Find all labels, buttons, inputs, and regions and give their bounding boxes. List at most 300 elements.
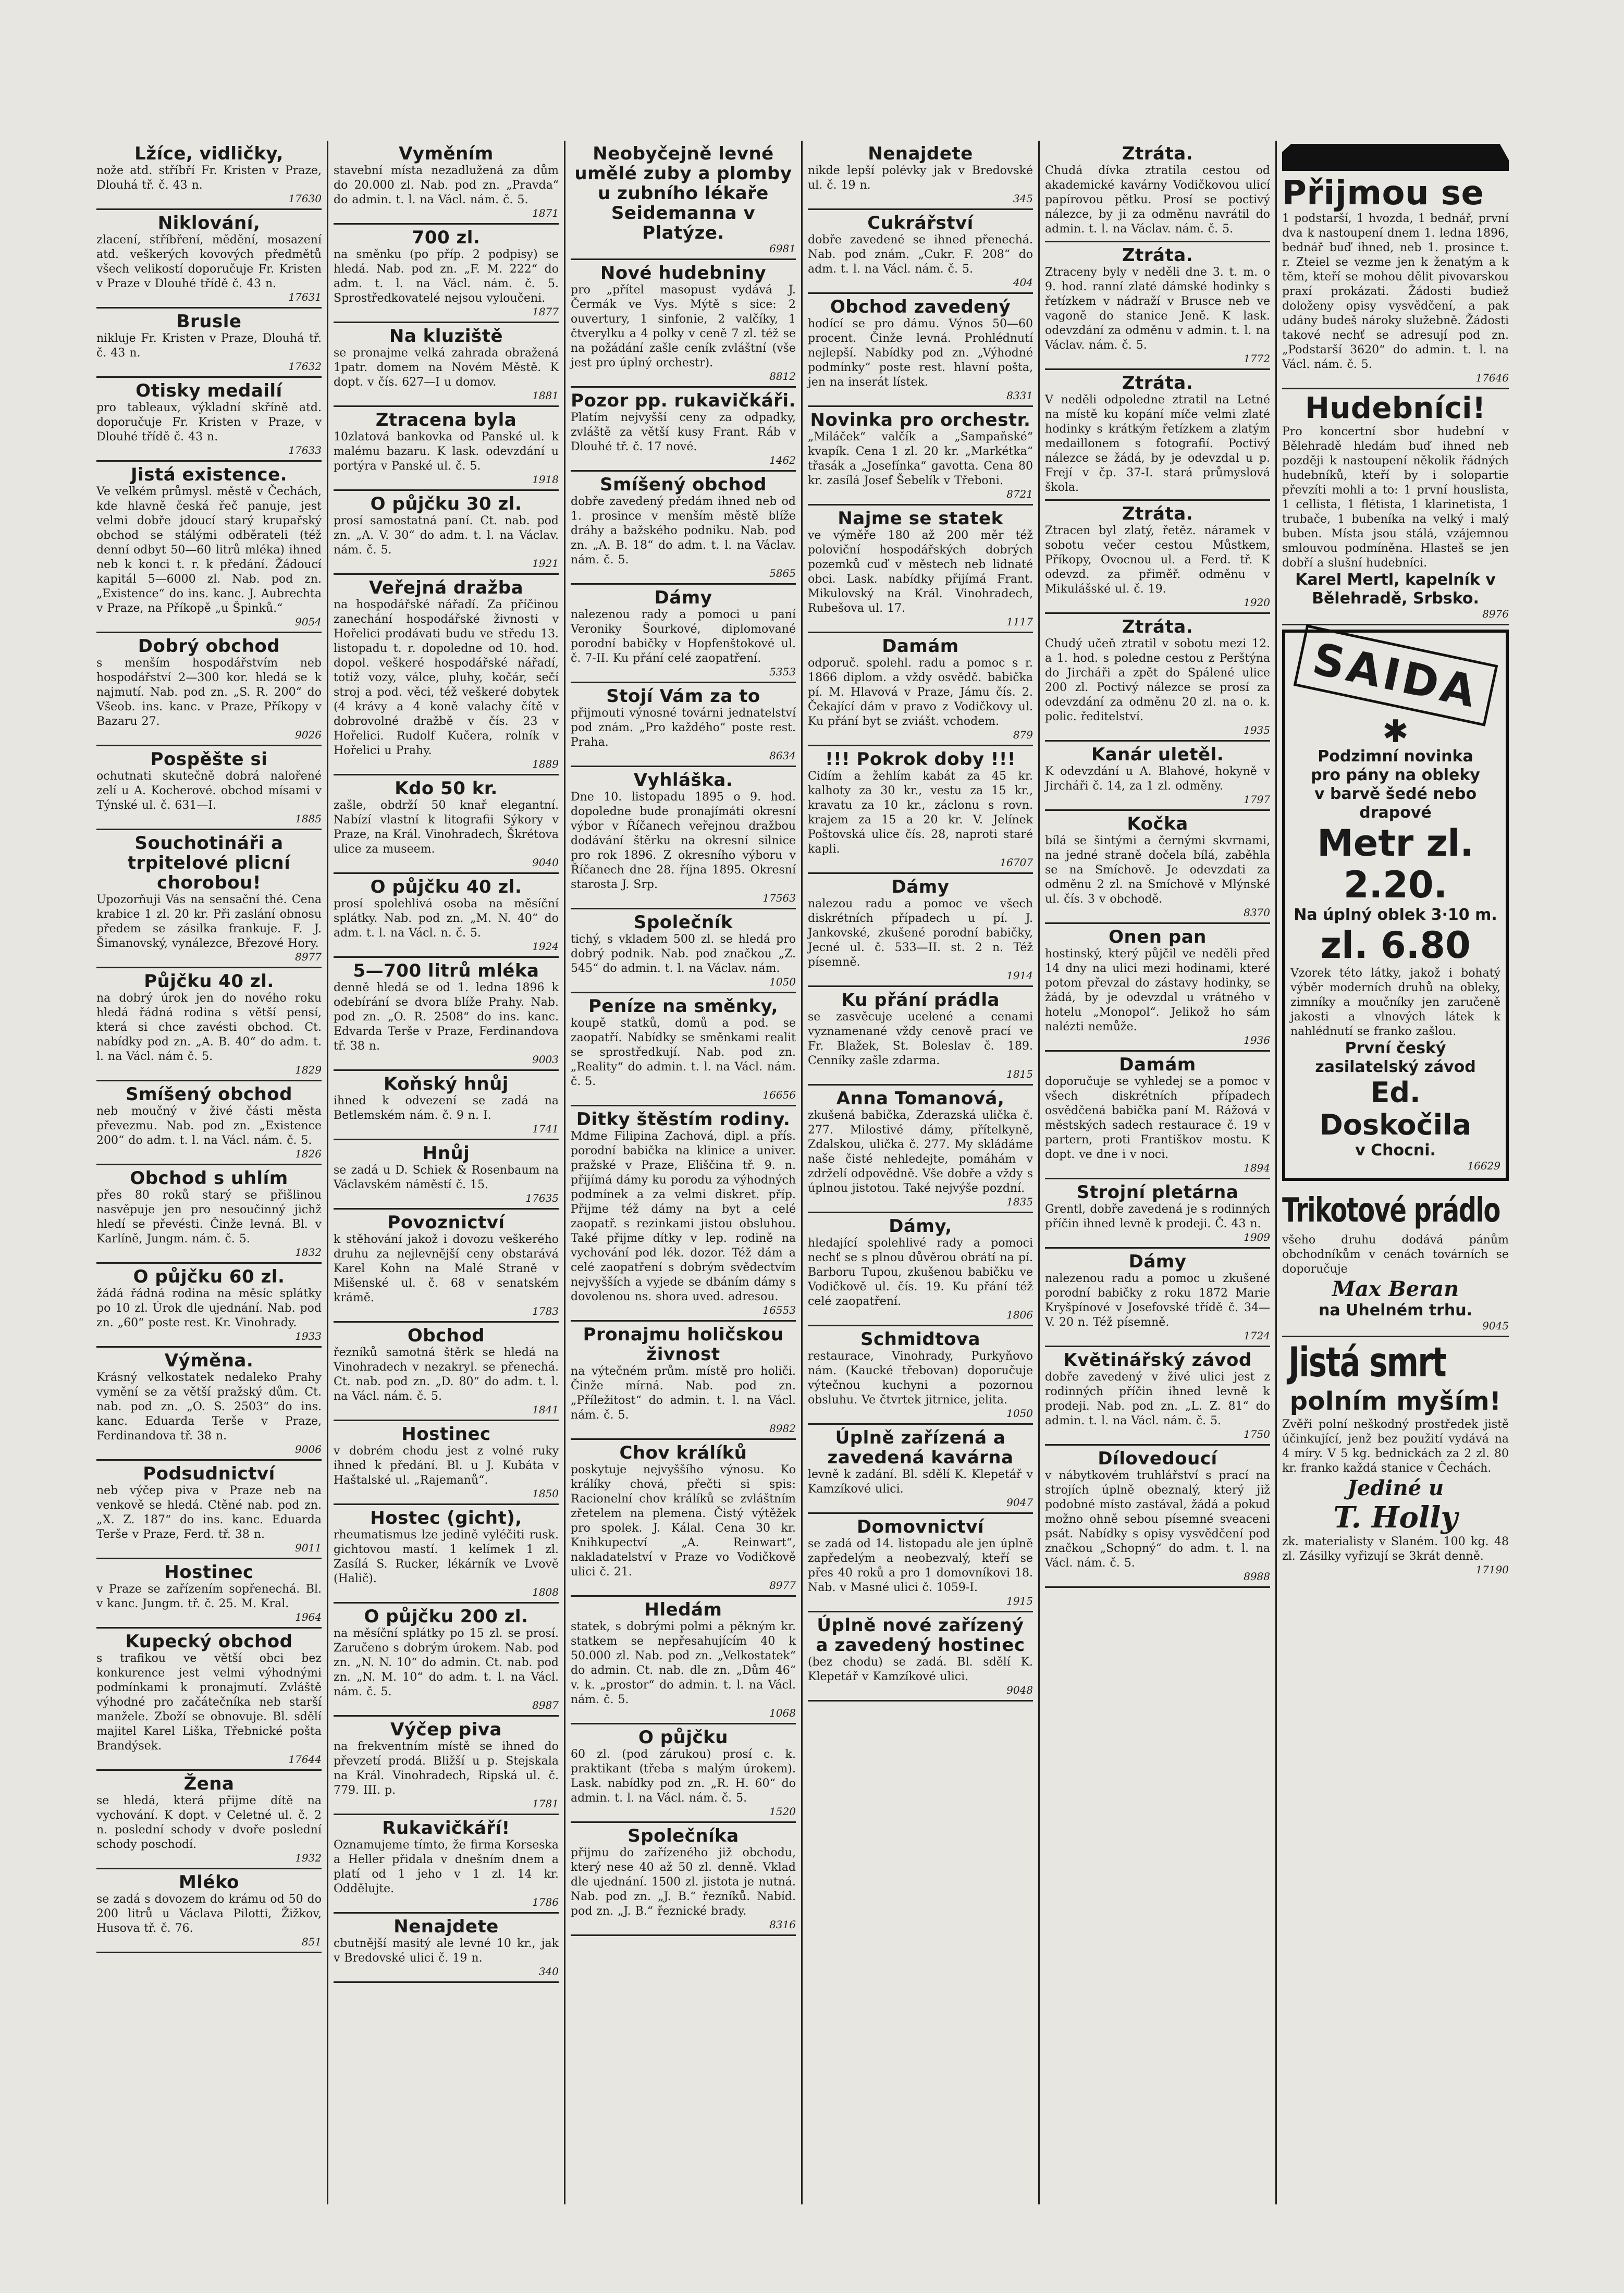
ad-text: Pro koncertní sbor hudební v Bělehradě hledám buď ihned neb později k nastoupení několik řádných hudebníků, kteří by i solopartie převzíti mohli a to: 1 první houslista, 1 cellista, 1 flétista, 1 klarinetista, 1 trubače, 1 bubeníka na velký i malý buben. Místa jsou stálá, vzájemnou smlouvou podmíněna. Hlasteš se jen dobří a slušní hudebníci. [1282, 425, 1509, 570]
ad-only: Jediné u [1347, 1476, 1444, 1500]
ad-text: neb výčep piva v Praze neb na venkově se hledá. Ctěné nab. pod zn. „X. Z. 187“ do ins. kanc. Eduarda Terše v Praze, Ferd. tř. 38 n. [96, 1484, 322, 1541]
classified-ad [96, 1559, 322, 1629]
classified-ad [1045, 1446, 1270, 1588]
ad-code: 5865 [769, 567, 796, 580]
ad-code: 1050 [769, 976, 796, 988]
classified-ad [1045, 1249, 1270, 1347]
classified-ad [1045, 370, 1270, 501]
ad-code: 1915 [1006, 1595, 1033, 1607]
ad-heading: Lžíce, vidličky, [134, 143, 284, 164]
ad-heading: Jistá smrt [1288, 1339, 1446, 1386]
classified-ad [571, 1823, 796, 1936]
ad-text: se zadá u D. Schiek & Rosenbaum na Václavském náměstí č. 15. [334, 1164, 559, 1191]
ad-text: doporučuje se vyhledej se a pomoc v všech diskrétních případech osvědčená babička paní M. Rážová v městských sadech restaurace č. 19 v partern, proti Františkov mostu. K dopt. ve dne i v noci. [1045, 1075, 1270, 1161]
ad-heading: Chov králíků [619, 1443, 747, 1463]
ad-text: hostinský, který půjčil ve neděli před 14 dny na ulici mezi hodinami, které potom převzal do zástavy hodinky, se žádá, by je odevzdal u vrátného v hotelu „Monopol“. Jelikož ho sám nalézti nemůže. [1045, 947, 1270, 1033]
ad-text: restaurace, Vinohrady, Purkyňovo nám. (Kaucké třebovan) doporučuje výtečnou kuchyni a pozornou obsluhu. Ve čtvrtek jitrnice, jelita. [808, 1350, 1033, 1407]
classified-ad [571, 683, 796, 767]
ad-heading: Dámy [654, 587, 712, 608]
ad-heading: Kočka [1127, 813, 1188, 834]
ad-heading: Strojní pletárna [1076, 1182, 1239, 1203]
ad-heading: Hnůj [422, 1143, 470, 1164]
ad-text: bílá se šintými a černými skvrnami, na jedné straně dočela bílá, zaběhla se na Smíchově. Je odevzdati za odměnu 2 zl. na Smíchově v Mlýnské ul. čís. 3 v obchodě. [1045, 834, 1270, 906]
ad-text: „Miláček“ valčík a „Sampaňské“ kvapík. Cena 1 zl. 20 kr. „Markétka“ třasák a „Josefínka“ gavotta. Cena 80 kr. zasílá Josef Šebelík v Třeboni. [808, 430, 1033, 487]
ad-heading: Obchod [407, 1325, 485, 1346]
classified-ad [571, 909, 796, 993]
classified-ad [1045, 1052, 1270, 1179]
ad-heading: Výměna. [164, 1350, 254, 1371]
saida-banner: SAIDA [1293, 624, 1497, 726]
saida-firm: První český zasilatelský závod [1315, 1039, 1476, 1076]
column-5 [1040, 141, 1277, 2204]
ad-heading: Schmidtova [860, 1329, 980, 1350]
ad-heading: Úplně zařízená a zavedená kavárna [827, 1427, 1014, 1468]
classified-ad [571, 1597, 796, 1724]
ad-heading: Ztracena byla [375, 410, 517, 430]
ad-text: Grentl, dobře zavedená je s rodinných příčin ihned levně k prodeji. Č. 43 n. [1045, 1203, 1270, 1230]
ad-text: na směnku (po příp. 2 podpisy) se hledá. Nab. pod zn. „F. M. 222“ do adm. t. l. na Václ. nám. č. 5. Sprostředkovatelé nejsou vyloučeni. [334, 248, 559, 305]
classified-ad [808, 987, 1033, 1086]
ad-code: 9045 [1482, 1320, 1509, 1332]
ad-text: koupě statků, domů a pod. se zaopatří. Nabídky se směnkami realit se sprostředkují. Nab. pod zn. „Reality“ do admin. t. l. na Václ. nám. č. 5. [571, 1017, 796, 1088]
ad-text: Ztraceny byly v neděli dne 3. t. m. o 9. hod. ranní zlaté dámské hodinky s řetízkem v nádraží v Brusce neb ve vagoně do stanice Jeně. K lask. odevzdání za odměnu v admin. t. l. na Václav. nám. č. 5. [1045, 266, 1270, 352]
ad-text: nikluje Fr. Kristen v Praze, Dlouhá tř. č. 43 n. [96, 332, 322, 360]
classified-ad [1045, 924, 1270, 1052]
ad-trikot [1282, 1185, 1509, 1337]
ad-code: 17630 [288, 192, 322, 205]
ad-code: 1935 [1244, 724, 1270, 736]
ad-heading: Dobrý obchod [138, 636, 280, 657]
classified-ad [571, 260, 796, 388]
ad-subheading: polním myším! [1289, 1387, 1502, 1416]
ad-text: na hospodářské nářadí. Za příčinou zanechání hospodářské živnosti v Hořelici prodávati budu ve středu 13. listopadu t. r. dopoledne od 10. hod. dopol. veškeré hospodářské nářadí, totiž vozy, válce, pluhy, kočár, sečí stroj a pod. věci, též veškeré dobytek (4 krávy a 4 koně valachy čítě v dobrovolné dražbě v čís. 23 v Hořelici. Rudolf Kučera, rolník v Hořelici u Prahy. [334, 598, 559, 757]
ad-text: v Praze se zařízením sopřenechá. Bl. v kanc. Jungm. tř. č. 25. M. Kral. [96, 1583, 322, 1610]
ad-code: 879 [1013, 729, 1033, 741]
classified-ad [334, 225, 559, 323]
ad-code: 1921 [532, 557, 559, 570]
ad-hudebnici [1282, 389, 1509, 625]
classified-ad [571, 141, 796, 260]
ad-text: Vzorek této látky, jakož i bohatý výběr moderních druhů na obleky, zimníky a moučníky jen zaručeně jakosti a vlnových látek k nahlédnutí se franko zašlou. [1290, 967, 1500, 1038]
ad-heading: Mléko [178, 1872, 240, 1893]
ad-text: na výtečném prům. místě pro holiči. Činže mírná. Nab. pod zn. „Příležitost“ do admin. t. l. na Václ. nám. č. 5. [571, 1365, 796, 1422]
ad-code: 17633 [288, 444, 322, 457]
ad-text: se zadá od 14. listopadu ale jen úplně zapředelým a neobezvalý, kteří se přes 40 roků a pro 1 domovníkovi 18. Nab. v Masné ulici č. 1059-I. [808, 1537, 1033, 1594]
ad-code: 9054 [295, 615, 322, 628]
ad-text: řezníků samotná štěrk se hledá na Vinohradech v nezakryl. se přenechá. Ct. nab. pod zn. „D. 80“ do adm. t. l. na Václ. nám. č. 5. [334, 1346, 559, 1403]
classified-ad [808, 141, 1033, 210]
ad-heading: Dámy [891, 877, 950, 897]
ad-heading: Hostinec [164, 1562, 254, 1583]
ad-heading: Výčep piva [390, 1719, 502, 1740]
column-6 [1277, 141, 1514, 2204]
classified-ad [1045, 141, 1270, 242]
ad-code: 1050 [1006, 1407, 1033, 1420]
ad-code: 1462 [769, 454, 796, 466]
ad-code: 1750 [1244, 1428, 1270, 1440]
ad-text: dobře zavedený předám ihned neb od 1. prosince v menším městě blíže dráhy a bažského podniku. Nab. pod zn. „A. B. 18“ do adm. t. l. na Václav. nám. č. 5. [571, 495, 796, 566]
classified-ad [96, 1264, 322, 1348]
ad-heading: Pospěšte si [150, 749, 268, 770]
ad-heading: Pronajmu holičskou živnost [583, 1324, 784, 1365]
decorative-band [1282, 144, 1509, 171]
ad-heading: O půjčku 30 zl. [370, 494, 522, 514]
ad-text: nalezenou rady a pomoci u paní Veroniky Šourkové, diplomované porodní babičky v Hopfenštokové ul. č. 7-II. Ku přání celé zaopatření. [571, 608, 796, 665]
ad-text: Chudá dívka ztratila cestou od akademické kavárny Vodičkovou ulicí papírovou pětku. Prosí se poctivý nálezce, by ji za odměnu navrátil do admin. t. l. na Václav. nám. č. 5. [1045, 164, 1270, 236]
ad-heading: Rukavičkáří! [382, 1818, 510, 1839]
ad-text: v dobrém chodu jest z volné ruky ihned k předání. Bl. u J. Kubáta v Haštalské ul. „Rajemanů“. [334, 1445, 559, 1487]
classified-ad [571, 993, 796, 1106]
classified-ad [808, 874, 1033, 987]
ad-text: nalezou radu a pomoc ve všech diskrétních případech u pí. J. Jankovské, zkušené porodní babičky, Jecné ul. č. 533—II. st. 2 n. Též písemně. [808, 897, 1033, 969]
classified-ad [96, 1348, 322, 1461]
ad-text: cbutnější masitý ale levné 10 kr., jak v Bredovské ulici č. 19 n. [334, 1937, 559, 1965]
ad-text: statek, s dobrými polmi a pěkným kr. statkem se nepřesahujícím 40 k 50.000 zl. Nab. pod zn. „Velkostatek“ do admin. Ct. nab. dle zn. „Dům 46“ v. k. „prostor“ do admin. t. l. na Václ. nám. č. 5. [571, 1620, 796, 1706]
classified-ad [1045, 614, 1270, 742]
ad-heading: Úplně nové zařízený a zavedený hostinec [816, 1615, 1025, 1656]
ad-code: 8634 [769, 749, 796, 762]
classified-ad [334, 1914, 559, 1983]
ad-text: žádá řádná rodina na měsíc splátky po 10 zl. Úrok dle ujednání. Nab. pod zn. „60“ poste rest. Kr. Vinohrady. [96, 1287, 322, 1329]
saida-price: Metr zl. 2.20. [1317, 822, 1474, 906]
ad-heading: Vyměním [399, 143, 494, 164]
ad-code: 1918 [532, 473, 559, 486]
ad-text: Dne 10. listopadu 1895 o 9. hod. dopoledne bude pronajímáti okresní výbor v Říčanech veřejnou dražbou dodávání štěrku na okresní silnice pro rok 1896. Z okresního výboru v Říčanech dne 28. října 1895. Okresní starosta J. Srp. [571, 791, 796, 891]
ad-code: 1832 [295, 1246, 322, 1259]
classified-ad [571, 1106, 796, 1322]
ad-heading: Pozor pp. rukavičkáři. [571, 390, 796, 411]
classified-ad [96, 141, 322, 210]
ad-code: 1881 [532, 389, 559, 402]
ad-code: 17644 [288, 1753, 322, 1766]
ad-code: 17635 [525, 1192, 559, 1204]
ad-heading: Kdo 50 kr. [395, 778, 498, 799]
ad-heading: Souchotináři a trpitelové plicní chorobou! [127, 833, 291, 893]
ad-code: 1871 [532, 207, 559, 219]
ad-text: 60 zl. (pod zárukou) prosí c. k. praktikant (třeba s malým úrokem). Lask. nabídky pod zn. „R. H. 60“ do admin. t. l. na Václ. nám. č. 5. [571, 1748, 796, 1805]
ad-code: 9006 [295, 1443, 322, 1456]
ad-heading: Stojí Vám za to [606, 686, 760, 707]
ad-text: v nábytkovém truhlářství s prací na strojích úplně obeznalý, který již podobné místo zastával, žádá a pokud možno ohně sebou písemné sveaceni psát. Nabídky s opisy vysvědčení pod značkou „Schopný“ do adm. t. l. na Václ. nám. č. 5. [1045, 1469, 1270, 1570]
ad-text: nalezenou radu a pomoc u zkušené porodní babičky z roku 1872 Marie Kryšpínové v Josefovské třídě č. 34—V. 20 n. Též písemně. [1045, 1272, 1270, 1329]
ad-heading: O půjčku 60 zl. [133, 1266, 285, 1287]
ad-text: neb moučný v živé části města převezmu. Nab. pod zn. „Existence 200“ do adm. t. l. na Václ. nám. č. 5. [96, 1105, 322, 1147]
classified-ad [96, 462, 322, 633]
classified-ad [571, 585, 796, 683]
classified-ad [334, 575, 559, 775]
classified-ad [571, 1724, 796, 1823]
ad-code: 8977 [769, 1579, 796, 1592]
classified-ad [96, 1629, 322, 1771]
ad-heading: Nové hudebniny [600, 263, 767, 283]
classified-ad [1045, 742, 1270, 811]
ad-text: Cidím a žehlím kabát za 45 kr. kalhoty za 30 kr., vestu za 15 kr., kravatu za 10 kr., záclonu s rovn. krajem za 15 a 20 kr. V. Jelínek Poštovská ulice čís. 28, naproti staré kapli. [808, 770, 1033, 856]
ad-heading: Půjčku 40 zl. [144, 971, 274, 992]
ad-text: se zasvěcuje ucelené a cenami vyznamenané vždy cenově prací ve Fr. Blažek, St. Boleslav č. 189. Cenníky zašle zdarma. [808, 1010, 1033, 1067]
classified-ad [1045, 1179, 1270, 1249]
ad-text: dobře zavedený v živé ulici jest z rodinných příčin ihned levně k prodeji. Nab. pod zn. „L. Z. 81“ do admin. t. l. na Václ. nám. č. 5. [1045, 1371, 1270, 1427]
classified-ad [571, 472, 796, 585]
ad-text: na frekventním místě se ihned do převzetí prodá. Bližší u p. Stejskala na Král. Vinohradech, Ripská ul. č. 779. III. p. [334, 1740, 559, 1797]
classified-ad [571, 388, 796, 472]
classified-ad [334, 958, 559, 1071]
ad-heading: Obchod zavedený [830, 297, 1011, 317]
ad-heading: Přijmou se [1282, 174, 1484, 213]
classified-ad [808, 746, 1033, 874]
ad-code: 1520 [769, 1805, 796, 1818]
ad-text: zkušená babička, Zderazská ulička č. 277. Milostivé dámy, přítelkyně, Zdalskou, ulička č. 277. My skládáme naše čisté nehledejte, pomáhám v zdrželí odpovědně. Vše dobře a vždy s úplnou jistotou. Také nejvýše pozdní. [808, 1109, 1033, 1195]
classified-ad [808, 210, 1033, 294]
ad-heading: Otisky medailí [136, 380, 282, 401]
ad-heading: Nenajdete [868, 143, 973, 164]
ad-heading: Na kluziště [389, 326, 503, 347]
ad-code: 9011 [295, 1542, 322, 1554]
column-1 [91, 141, 328, 2204]
ad-code: 1894 [1244, 1162, 1270, 1174]
ad-text: s menším hospodářstvím neb hospodářství 2—300 kor. hledá se k najmutí. Nab. pod zn. „S. R. 200“ do Všeob. ins. kanc. v Praze, Příkopy v Bazaru 27. [96, 657, 322, 728]
ad-code: 1932 [295, 1852, 322, 1864]
ad-code: 16656 [762, 1089, 796, 1101]
classified-ad [334, 1505, 559, 1604]
ad-code: 404 [1013, 276, 1033, 289]
classified-ad [334, 1210, 559, 1323]
ad-text: všeho druhu dodává pánům obchodníkům v cenách továrních se doporučuje [1282, 1234, 1509, 1276]
ad-code: 1936 [1244, 1034, 1270, 1046]
classified-ad [334, 491, 559, 575]
ad-heading: Smíšený obchod [126, 1084, 292, 1105]
ad-heading: Jistá existence. [130, 464, 288, 485]
ad-code: 6981 [769, 242, 796, 255]
column-3 [565, 141, 803, 2204]
ad-text: Ve velkém průmysl. městě v Čechách, kde hlavně česká řeč panuje, jest velmi dobře jdoucí starý krupařský obchod se stálými odběrateli (též denní odbyt 50—60 litrů mléka) ihned neb k konci t. r. k předání. Žádoucí kapitál 5—6000 zl. Nab. pod zn. „Existence“ do ins. kanc. J. Aubrechta v Praze, na Příkopě „u Špinků.“ [96, 485, 322, 615]
ad-heading: Hostec (gicht), [370, 1508, 522, 1528]
ad-text: Platím nejvyšší ceny za odpadky, zvláště za větší kusy Frant. Ráb v Dlouhé tř. č. 17 nové. [571, 411, 796, 453]
ad-text: ihned k odvezení se zadá na Betlemském nám. č. 9 n. I. [334, 1094, 559, 1122]
ad-code: 16553 [762, 1304, 796, 1316]
ad-heading: Damám [882, 636, 959, 657]
ad-code: 8721 [1006, 488, 1033, 500]
ad-heading: 700 zl. [412, 227, 481, 248]
ad-heading: Dámy, [889, 1216, 952, 1237]
ad-heading: Dámy [1128, 1251, 1187, 1272]
classified-ad [808, 407, 1033, 506]
ad-text: s trafikou ve větší obci bez konkurence jest velmi výhodnými podmínkami k pronajmutí. Zvláště výhodné pro začátečníka neb starší manžele. Zboží se obnovuje. Bl. sdělí majitel Karel Liška, Třebnické pošta Brandýsek. [96, 1652, 322, 1753]
ad-text: odporuč. spolehl. radu a pomoc s r. 1866 diplom. a vždy osvědč. babička pí. M. Hlavová v Praze, Jámu čís. 2. Čekající dám v pravo z Vodičkovy ul. Ku přání byt se zviášt. vchodem. [808, 657, 1033, 728]
ad-firm: T. Holly [1333, 1500, 1458, 1535]
classified-ad [808, 294, 1033, 407]
ad-code: 17631 [288, 291, 322, 303]
ad-code: 1724 [1244, 1329, 1270, 1342]
ad-heading: Ztráta. [1122, 503, 1194, 524]
classified-ad [334, 1140, 559, 1210]
ad-text: zlacení, stříbření, mědění, mosazení atd. veškerých kovových předmětů všech velikostí doporučuje Fr. Kristen v Praze v Dlouhé třídě č. 43 n. [96, 233, 322, 290]
ad-code: 1806 [1006, 1309, 1033, 1321]
classified-ad [96, 309, 322, 378]
newspaper-page [91, 141, 1514, 2204]
ad-code: 1841 [532, 1403, 559, 1416]
classified-ad [96, 210, 322, 309]
classified-ad [808, 1326, 1033, 1425]
ad-code: 5353 [769, 665, 796, 678]
ad-code: 9003 [532, 1053, 559, 1066]
ad-code: 1850 [532, 1487, 559, 1500]
classified-ad [96, 1771, 322, 1869]
ad-code: 1826 [295, 1148, 322, 1160]
ad-text: se zadá s dovozem do krámu od 50 do 200 litrů u Václava Pilotti, Žižkov, Husova tř. č. 76. [96, 1893, 322, 1935]
ad-code: 340 [538, 1965, 559, 1978]
ad-text: 1 podstarší, 1 hvozda, 1 bednář, první dva k nastoupení dnem 1. ledna 1896, bednář buď ihned, neb 1. prosince t. r. Zteiel se vezme jen k ženatým a k těm, kteří se mohou dělit pivovarskou praxí prokázati. Žádosti budiež doloženy opisy vysvědčení, a pak udány budeš nároky služebně. Žádosti takové nechť se adresují pod zn. „Podstarší 3620“ do admin. t. l. na Václ. nám. č. 5. [1282, 212, 1509, 371]
classified-ad [334, 775, 559, 874]
classified-ad [96, 1869, 322, 1953]
ad-text: 10zlatová bankovka od Panské ul. k malému bazaru. K lask. odevzdání u portýra v Panské ul. č. 5. [334, 430, 559, 473]
ad-code: 1068 [769, 1707, 796, 1719]
column-2 [328, 141, 565, 2204]
classified-ad [571, 1322, 796, 1440]
saida-tagline: pro pány na obleky [1311, 766, 1480, 784]
ad-heading: Veřejná dražba [368, 577, 524, 598]
ad-heading: Onen pan [1109, 927, 1207, 947]
classified-ad [1045, 242, 1270, 370]
ad-text: Zvěři polní neškodný prostředek jistě účinkující, jenž bez použití vydává na 4 míry. V 5 kg. bednickách za 2 zl. 80 kr. franko každá stanice v Čechách. [1282, 1418, 1509, 1475]
ad-text: ve výměře 180 až 200 měr též poloviční hospodářských dobrých pozemků cuď v městech neb lidnaté obci. Lask. nabídky přijímá Frant. Mikulovský na Král. Vinohradech, Rubešova ul. 17. [808, 529, 1033, 615]
ad-text: denně hledá se od 1. ledna 1896 k odebírání se dvora blíže Prahy. Nab. pod zn. „O. R. 2508“ do ins. kanc. Edvarda Terše v Praze, Ferdinandova tř. 38 n. [334, 981, 559, 1053]
classified-ad [1045, 1347, 1270, 1446]
ad-heading: Společníka [628, 1826, 739, 1846]
ad-text: přijmouti výnosné továrni jednatelství pod znám. „Pro každého“ poste rest. Praha. [571, 707, 796, 749]
ad-code: 345 [1013, 192, 1033, 205]
ad-heading: Anna Tomanová, [836, 1088, 1005, 1109]
ad-text: Ztracen byl zlatý, řetěz. náramek v sobotu večer cestou Můstkem, Příkopy, Ovocnou ul. a Ferd. tř. K odevzd. za přiměř. odměnu v Mikulášské ul. č. 19. [1045, 524, 1270, 596]
ad-signature: Karel Mertl, kapelník v Bělehradě, Srbsko. [1295, 571, 1496, 608]
ad-heading: Peníze na směnky, [588, 996, 778, 1017]
classified-ad [1045, 501, 1270, 614]
ad-code: 1924 [532, 940, 559, 953]
ad-code: 1117 [1006, 615, 1033, 628]
ad-heading: Povoznictví [387, 1212, 505, 1233]
ad-code: 9040 [532, 856, 559, 869]
ad-code: 1835 [1006, 1195, 1033, 1208]
ad-heading: Společník [633, 912, 733, 933]
ad-text: hledající spolehlivé rady a pomoci nechť se s plnou důvěrou obrátí na pí. Barboru Tupou, zkušenou babičku ve Vodičkově ul. čís. 19. Ku přání též celé zaopatření. [808, 1237, 1033, 1308]
classified-ad [334, 1815, 559, 1914]
ad-code: 1772 [1244, 352, 1270, 365]
ad-code: 8331 [1006, 389, 1033, 402]
ad-text: hodící se pro dámu. Výnos 50—60 procent. Činže levná. Prohlédnutí nejlepší. Nabídky pod zn. „Výhodné podmínky“ poste rest. hlavní pošta, jen na inserát lístek. [808, 317, 1033, 389]
classified-ad [334, 323, 559, 407]
ad-code: 1797 [1244, 793, 1270, 806]
ad-text: stavební místa nezadlužená za dům do 20.000 zl. Nab. pod zn. „Pravda“ do admin. t. l. na Václ. nám. č. 5. [334, 164, 559, 206]
ad-text: se pronajme velká zahrada obražená 1patr. domem na Novém Městě. K dopt. v čís. 627—I u domov. [334, 347, 559, 389]
ad-code: 9048 [1006, 1684, 1033, 1696]
ad-code: 1909 [1244, 1231, 1270, 1243]
classified-ad [334, 1421, 559, 1505]
ad-heading: Ku přání prádla [841, 990, 1000, 1010]
ad-heading: O půjčku 40 zl. [370, 877, 522, 897]
ad-text: prosí samostatná paní. Ct. nab. pod zn. „A. V. 30“ do adm. t. l. na Václav. nám. č. 5. [334, 514, 559, 557]
ad-heading: Novinka pro orchestr. [810, 410, 1031, 430]
ad-code: 8982 [769, 1422, 796, 1435]
ad-code: 1808 [532, 1586, 559, 1598]
ad-heading: Damám [1119, 1054, 1196, 1075]
ad-text: nikde lepší polévky jak v Bredovské ul. č. 19 n. [808, 164, 1033, 192]
ad-text: tichý, s vkladem 500 zl. se hledá pro dobrý podnik. Nab. pod značkou „Z. 545“ do admin. t. l. na Václav. nám. [571, 933, 796, 975]
classified-ad [808, 633, 1033, 746]
ad-heading: Neobyčejně levné umělé zuby a plomby u zubního lékaře Seidemanna v Platýze. [574, 143, 792, 243]
ad-heading: Smíšený obchod [600, 474, 767, 495]
ad-address: zk. materialisty v Slaném. 100 kg. 48 zl. Zásilky vyřizují se 3krát denně. [1282, 1535, 1509, 1563]
ad-code: 17190 [1475, 1563, 1509, 1576]
ad-heading: 5—700 litrů mléka [353, 960, 539, 981]
ad-heading: Ztráta. [1122, 617, 1194, 637]
ad-heading: Trikotové prádlo [1282, 1191, 1500, 1230]
saida-firm-name: Ed. Doskočila [1319, 1076, 1472, 1141]
ad-heading: Dílovedoucí [1098, 1448, 1217, 1469]
classified-ad [808, 1213, 1033, 1326]
ad-code: 1933 [295, 1330, 322, 1342]
ad-text: Krásný velkostatek nedaleko Prahy vymění se za větší pražský dům. Ct. nab. pod zn. „O. S. 2503“ do ins. kanc. Eduarda Terše v Praze, Ferdinandova tř. 38 n. [96, 1371, 322, 1443]
ad-code: 1783 [532, 1305, 559, 1317]
classified-ad [808, 1425, 1033, 1514]
ad-text: nože atd. stříbří Fr. Kristen v Praze, Dlouhá tř. č. 43 n. [96, 164, 322, 192]
ad-heading: Žena [183, 1773, 235, 1794]
ad-code: 1964 [295, 1611, 322, 1623]
ad-heading: Nenajdete [393, 1916, 499, 1937]
ad-heading: Obchod s uhlím [130, 1168, 288, 1189]
classified-ad [1045, 811, 1270, 924]
ad-code: 8370 [1244, 906, 1270, 919]
classified-ad [571, 1440, 796, 1597]
ad-code: 8976 [1482, 608, 1509, 620]
ad-address: na Uhelném trhu. [1318, 1301, 1473, 1320]
classified-ad [96, 1081, 322, 1165]
ad-firm: Max Beran [1332, 1277, 1459, 1301]
ad-code: 8977 [295, 951, 322, 963]
ad-heading: Kupecký obchod [125, 1631, 293, 1652]
saida-line: Na úplný oblek 3·10 m. [1294, 906, 1497, 924]
classified-ad [334, 1071, 559, 1140]
ad-text: na měsíční splátky po 15 zl. se prosí. Zaručeno s dobrým úrokem. Nab. pod zn. „N. N. 10“ do admin. Ct. nab. pod zn. „N. M. 10“ do adm. t. l. na Václ. nám. č. 5. [334, 1627, 559, 1698]
ad-heading: Hudebníci! [1305, 391, 1486, 425]
ad-heading: Ditky štěstím rodiny. [576, 1109, 791, 1130]
ad-text: pro „přítel masopust vydává J. Čermák ve Vys. Mýtě s sice: 2 ouvertury, 1 sinfonie, 2 valčíky, 1 čtverylku a 4 polky v ceně 7 zl. též se na požádání zašle ceník zvláštní (vše jest pro úplný orchestr). [571, 283, 796, 369]
ad-code: 17646 [1475, 372, 1509, 384]
classified-ad [96, 1165, 322, 1264]
ad-heading: Koňský hnůj [384, 1074, 509, 1094]
ad-heading: Ztráta. [1122, 373, 1194, 393]
ad-saida [1282, 630, 1509, 1181]
ad-code: 1920 [1244, 596, 1270, 609]
saida-tagline: v barvě šedé nebo drapové [1314, 785, 1477, 822]
ad-code: 1914 [1006, 969, 1033, 982]
ad-code: 8316 [769, 1918, 796, 1931]
star-icon: ✱ [1382, 713, 1409, 750]
ad-text: pro tableaux, výkladní skříně atd. doporučuje Fr. Kristen v Praze, v Dlouhé třídě č. 43 n. [96, 401, 322, 443]
ad-text: levně k zadání. Bl. sdělí K. Klepetář v Kamzíkové ulici. [808, 1468, 1033, 1496]
ad-text: rheumatismus lze jedině vyléčiti rusk. gichtovou mastí. 1 kelímek 1 zl. Zasílá S. Rucker, lékárník ve Lvově (Halič). [334, 1528, 559, 1585]
ad-code: 9047 [1006, 1496, 1033, 1509]
ad-text: se hledá, která přijme dítě na vychování. K dopt. v Celetné ul. č. 2 n. poslední schody v dvoře poslední schody poschodí. [96, 1794, 322, 1851]
classified-ad [334, 1717, 559, 1815]
ad-code: 16629 [1467, 1160, 1500, 1172]
ad-code: 17563 [762, 892, 796, 904]
ad-text: poskytuje nejvyššího výnosu. Ko králíky chová, přečti si spis: Racionelní chov králíků se zvláštním zřetelem na plemena. Čistý výtěžek pro spolek. J. Kálal. Cena 30 kr. Knihkupectví „A. Reinwart“, nakladatelství v Praze vo Vodičkově ulici č. 21. [571, 1463, 796, 1579]
ad-jista-smrt [1282, 1337, 1509, 1580]
ad-heading: Kanár uletěl. [1091, 744, 1224, 765]
ad-text: V neděli odpoledne ztratil na Letné na místě ku kopání míče velmi zlaté hodinky s krátkým řetízkem a zlatým medaillonem s fotografií. Poctivý nálezce se žádá, by je odevzdal u p. Frejí v čp. 37-I. stará průmyslová škola. [1045, 393, 1270, 494]
ad-heading: O půjčku 200 zl. [364, 1606, 528, 1627]
classified-ad [571, 767, 796, 909]
saida-total: zl. 6.80 [1320, 924, 1471, 967]
